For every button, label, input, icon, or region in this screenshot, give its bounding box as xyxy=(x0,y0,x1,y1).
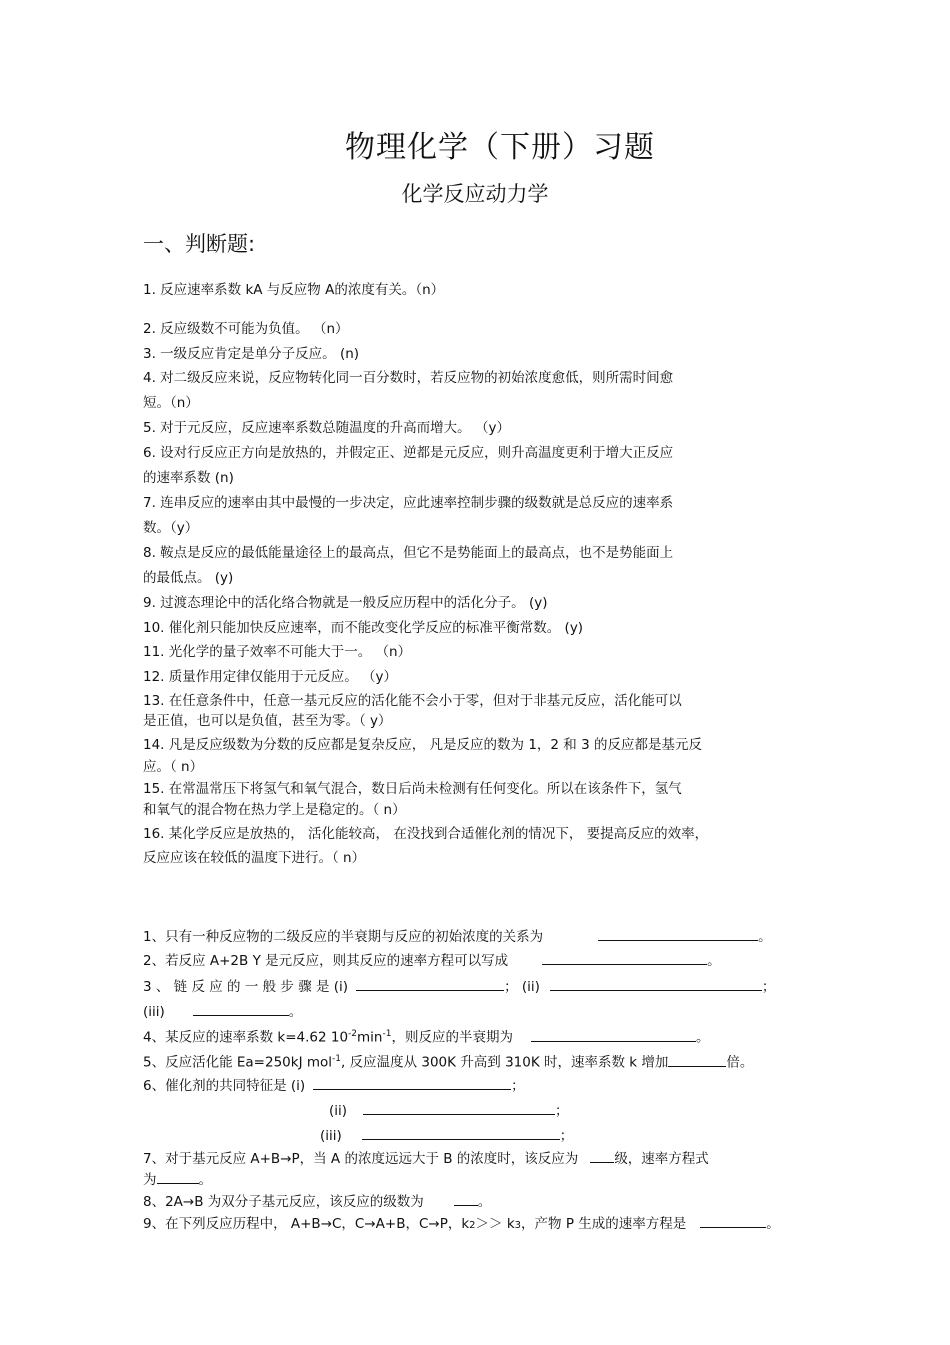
page-title: 物理化学（下册）习题 xyxy=(345,130,655,165)
tf-item-5: 5. 对于元反应，反应速率系数总随温度的升高而增大。 （y） xyxy=(143,420,510,436)
fill-question-6-ii: (ii) ； xyxy=(329,1100,569,1120)
fill-question-2: 2、若反应 A+2B Y 是元反应，则其反应的速率方程可以写成 。 xyxy=(143,950,721,970)
tf-item-2: 2. 反应级数不可能为负值。 （n） xyxy=(143,321,349,337)
tf-item-6-cont: 的速率系数 (n) xyxy=(143,470,234,486)
answer-blank[interactable] xyxy=(590,1148,614,1163)
answer-blank[interactable] xyxy=(531,1027,696,1042)
fill-question-3-cont: (iii) 。 xyxy=(143,1001,302,1021)
tf-item-14-cont: 应。（ n） xyxy=(143,759,204,775)
answer-blank[interactable] xyxy=(362,1125,560,1140)
tf-item-4-cont: 短。（n） xyxy=(143,395,199,411)
fill-question-8: 8、2A→B 为双分子基元反应，该反应的级数为 。 xyxy=(143,1191,491,1211)
section-heading-true-false: 一、判断题: xyxy=(143,232,256,256)
tf-item-16-cont: 反应应该在较低的温度下进行。（ n） xyxy=(143,850,366,866)
tf-item-14: 14. 凡是反应级数为分数的反应都是复杂反应， 凡是反应的数为 1，2 和 3 的反应都是基元反 xyxy=(143,737,702,753)
answer-blank[interactable] xyxy=(668,1052,726,1067)
answer-blank[interactable] xyxy=(542,950,707,965)
answer-blank[interactable] xyxy=(454,1191,478,1206)
answer-blank[interactable] xyxy=(550,976,762,991)
tf-item-6: 6. 设对行反应正方向是放热的，并假定正、逆都是元反应，则升高温度更利于增大正反应 xyxy=(143,445,674,461)
tf-item-1: 1. 反应速率系数 kA 与反应物 A的浓度有关。（n） xyxy=(143,282,445,298)
answer-blank[interactable] xyxy=(193,1001,289,1016)
fill-question-6: 6、催化剂的共同特征是 (i) ； xyxy=(143,1075,525,1095)
tf-item-12: 12. 质量作用定律仅能用于元反应。 （y） xyxy=(143,669,398,685)
answer-blank[interactable] xyxy=(157,1169,199,1184)
fill-question-7: 7、对于基元反应 A+B→P，当 A 的浓度远远大于 B 的浓度时，该反应为 级，速率方程式 xyxy=(143,1148,709,1168)
page-subtitle: 化学反应动力学 xyxy=(401,182,549,206)
fill-question-9: 9、在下列反应历程中， A+B→C，C→A+B，C→P，k2＞＞ k3，产物 P 生成的速率方程是 。 xyxy=(143,1213,780,1235)
fill-question-6-iii: (iii) ； xyxy=(320,1125,573,1145)
tf-item-3: 3. 一级反应肯定是单分子反应。 (n) xyxy=(143,346,360,362)
fill-question-5: 5、反应活化能 Ea=250kJ mol$^{-1}$, 反应温度从 300K 升高到 310K 时，速率系数 k 增加 倍。 xyxy=(143,1050,753,1072)
tf-item-11: 11. 光化学的量子效率不可能大于一。 （n） xyxy=(143,644,412,660)
fill-question-4: 4、某反应的速率系数 k=4.62 $10^{-2}\min^{-1}$，则反应的半衰期为 。 xyxy=(143,1025,709,1047)
answer-blank[interactable] xyxy=(598,926,758,941)
tf-item-4: 4. 对二级反应来说，反应物转化同一百分数时，若反应物的初始浓度愈低，则所需时间愈 xyxy=(143,370,674,386)
tf-item-15: 15. 在常温常压下将氢气和氧气混合，数日后尚未检测有任何变化。所以在该条件下，氢气 xyxy=(143,781,682,797)
answer-blank[interactable] xyxy=(700,1213,766,1228)
tf-item-15-cont: 和氧气的混合物在热力学上是稳定的。（ n） xyxy=(143,802,406,818)
fill-question-3: 3 、 链 反 应 的 一 般 步 骤 是 (i) ； (ii) ； xyxy=(143,976,775,996)
answer-blank[interactable] xyxy=(363,1100,555,1115)
answer-blank[interactable] xyxy=(313,1075,511,1090)
tf-item-16: 16. 某化学反应是放热的， 活化能较高， 在没找到合适催化剂的情况下， 要提高反应的效率， xyxy=(143,826,709,842)
tf-item-13-cont: 是正值，也可以是负值，甚至为零。（ y） xyxy=(143,713,392,729)
tf-item-7: 7. 连串反应的速率由其中最慢的一步决定，应此速率控制步骤的级数就是总反应的速率系 xyxy=(143,495,674,511)
tf-item-10: 10. 催化剂只能加快反应速率，而不能改变化学反应的标准平衡常数。 (y) xyxy=(143,620,584,636)
fill-question-7-cont: 为 。 xyxy=(143,1169,212,1189)
answer-blank[interactable] xyxy=(356,976,504,991)
tf-item-8-cont: 的最低点。 (y) xyxy=(143,570,234,586)
tf-item-9: 9. 过渡态理论中的活化络合物就是一般反应历程中的活化分子。 (y) xyxy=(143,595,548,611)
fill-question-1: 1、只有一种反应物的二级反应的半衰期与反应的初始浓度的关系为 。 xyxy=(143,926,772,946)
tf-item-13: 13. 在任意条件中，任意一基元反应的活化能不会小于零，但对于非基元反应，活化能可以 xyxy=(143,693,682,709)
tf-item-8: 8. 鞍点是反应的最低能量途径上的最高点，但它不是势能面上的最高点，也不是势能面上 xyxy=(143,545,674,561)
tf-item-7-cont: 数。（y） xyxy=(143,520,199,536)
